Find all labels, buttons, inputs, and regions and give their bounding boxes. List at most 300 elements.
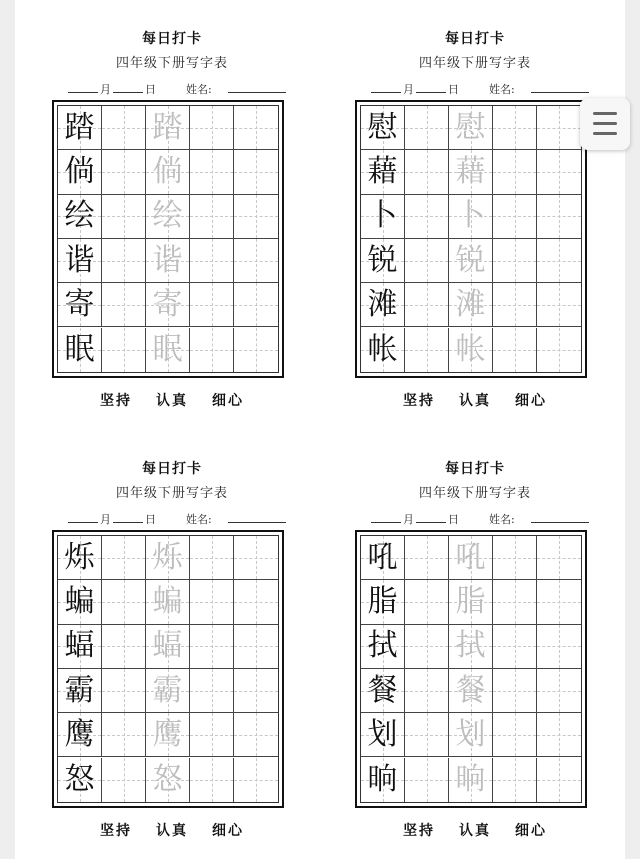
guide-line (405, 305, 448, 306)
writing-grid-frame (355, 100, 587, 378)
grid-cell[interactable] (449, 713, 493, 757)
grid-cell[interactable] (58, 536, 102, 580)
guide-line (234, 735, 278, 736)
hamburger-menu-icon (593, 122, 617, 125)
guide-line (102, 305, 145, 306)
date-name-line (355, 81, 595, 97)
footer-word: 认真 (459, 823, 491, 839)
month-blank[interactable] (68, 81, 98, 93)
card-title: 每日打卡 (445, 31, 505, 47)
grid-cell[interactable] (146, 536, 190, 580)
grid-cell[interactable] (361, 625, 405, 669)
day-label: 日 (145, 513, 156, 526)
month-label: 月 (100, 513, 111, 526)
model-character: 霸 (64, 672, 95, 708)
month-blank[interactable] (371, 511, 401, 523)
card-subtitle: 四年级下册写字表 (418, 486, 531, 501)
month-label: 月 (403, 513, 414, 526)
grid-cell[interactable] (449, 328, 493, 372)
guide-line (405, 646, 448, 647)
grid-cell[interactable] (234, 239, 278, 283)
footer-word: 坚持 (100, 823, 132, 839)
grid-cell[interactable] (58, 669, 102, 713)
grid-cell[interactable] (190, 713, 234, 757)
grid-cell[interactable] (493, 195, 537, 239)
guide-line (537, 350, 581, 351)
grid-cell[interactable] (234, 328, 278, 372)
grid-cell[interactable] (449, 758, 493, 802)
day-blank[interactable] (113, 81, 143, 93)
grid-cell[interactable] (537, 150, 581, 194)
guide-line (493, 261, 536, 262)
writing-grid-frame (52, 100, 284, 378)
card-footer (355, 390, 595, 410)
grid-cell[interactable] (190, 283, 234, 327)
guide-line (537, 305, 581, 306)
guide-line (234, 780, 278, 781)
grid-cell[interactable] (493, 669, 537, 713)
model-character: 鹰 (64, 716, 95, 752)
footer-word: 坚持 (100, 393, 132, 409)
month-blank[interactable] (68, 511, 98, 523)
grid-cell[interactable] (146, 239, 190, 283)
grid-cell[interactable] (102, 150, 146, 194)
guide-line (493, 216, 536, 217)
writing-grid (57, 105, 279, 373)
model-character: 划 (367, 716, 398, 752)
grid-cell[interactable] (449, 106, 493, 150)
day-label: 日 (448, 83, 459, 96)
name-blank[interactable] (228, 511, 286, 523)
grid-cell[interactable] (361, 239, 405, 283)
grid-cell[interactable] (449, 669, 493, 713)
name-blank[interactable] (531, 511, 589, 523)
guide-line (493, 691, 536, 692)
grid-cell[interactable] (405, 239, 449, 283)
grid-cell[interactable] (537, 283, 581, 327)
practice-card (355, 28, 595, 428)
grid-cell[interactable] (234, 536, 278, 580)
name-label: 姓名: (489, 83, 515, 96)
guide-line (493, 602, 536, 603)
trace-character: 晌 (455, 761, 486, 797)
writing-grid (360, 105, 582, 373)
grid-cell[interactable] (58, 195, 102, 239)
grid-cell[interactable] (58, 328, 102, 372)
guide-line (234, 558, 278, 559)
grid-cell[interactable] (190, 195, 234, 239)
guide-line (234, 646, 278, 647)
trace-character: 藉 (455, 153, 486, 189)
trace-character: 锐 (455, 242, 486, 278)
date-name-line (52, 511, 292, 527)
grid-cell[interactable] (190, 669, 234, 713)
model-character: 脂 (367, 583, 398, 619)
trace-character: 寄 (152, 286, 183, 322)
guide-line (537, 780, 581, 781)
writing-grid (360, 535, 582, 803)
grid-cell[interactable] (361, 195, 405, 239)
guide-line (537, 128, 581, 129)
month-blank[interactable] (371, 81, 401, 93)
guide-line (537, 602, 581, 603)
trace-character: 帐 (455, 331, 486, 367)
grid-cell[interactable] (190, 106, 234, 150)
grid-cell[interactable] (405, 150, 449, 194)
day-label: 日 (448, 513, 459, 526)
grid-cell[interactable] (537, 669, 581, 713)
grid-cell[interactable] (493, 758, 537, 802)
grid-cell[interactable] (405, 713, 449, 757)
model-character: 卜 (367, 198, 398, 234)
date-name-line (355, 511, 595, 527)
guide-line (493, 128, 536, 129)
guide-line (493, 558, 536, 559)
writing-grid-frame (355, 530, 587, 808)
guide-line (190, 602, 233, 603)
date-name-line (52, 81, 292, 97)
grid-cell[interactable] (537, 239, 581, 283)
hamburger-menu-icon (593, 112, 617, 115)
guide-line (537, 646, 581, 647)
trace-character: 烁 (152, 539, 183, 575)
footer-word: 细心 (515, 393, 547, 409)
grid-cell[interactable] (102, 669, 146, 713)
guide-line (405, 735, 448, 736)
grid-cell[interactable] (190, 328, 234, 372)
grid-cell[interactable] (146, 283, 190, 327)
guide-line (537, 735, 581, 736)
trace-character: 蝙 (152, 583, 183, 619)
grid-cell[interactable] (102, 195, 146, 239)
grid-cell[interactable] (405, 625, 449, 669)
grid-cell[interactable] (449, 625, 493, 669)
grid-cell[interactable] (361, 580, 405, 624)
grid-cell[interactable] (537, 195, 581, 239)
card-footer (355, 820, 595, 840)
model-character: 蝙 (64, 583, 95, 619)
grid-cell[interactable] (58, 625, 102, 669)
grid-cell[interactable] (361, 283, 405, 327)
guide-line (493, 305, 536, 306)
trace-character: 鹰 (152, 716, 183, 752)
grid-cell[interactable] (449, 239, 493, 283)
card-subtitle: 四年级下册写字表 (115, 56, 228, 71)
grid-cell[interactable] (493, 536, 537, 580)
grid-cell[interactable] (102, 536, 146, 580)
model-character: 藉 (367, 153, 398, 189)
card-title: 每日打卡 (142, 461, 202, 477)
guide-line (234, 305, 278, 306)
guide-line (190, 350, 233, 351)
guide-line (190, 216, 233, 217)
day-blank[interactable] (416, 81, 446, 93)
model-character: 滩 (367, 286, 398, 322)
grid-cell[interactable] (405, 106, 449, 150)
grid-cell[interactable] (190, 758, 234, 802)
model-character: 倘 (64, 153, 95, 189)
grid-cell[interactable] (190, 536, 234, 580)
guide-line (234, 691, 278, 692)
guide-line (190, 128, 233, 129)
grid-cell[interactable] (537, 328, 581, 372)
model-character: 烁 (64, 539, 95, 575)
guide-line (190, 691, 233, 692)
grid-cell[interactable] (58, 580, 102, 624)
guide-line (405, 172, 448, 173)
guide-line (405, 128, 448, 129)
card-subtitle: 四年级下册写字表 (418, 56, 531, 71)
guide-line (537, 558, 581, 559)
grid-cell[interactable] (493, 625, 537, 669)
guide-line (234, 261, 278, 262)
guide-line (102, 780, 145, 781)
model-character: 锐 (367, 242, 398, 278)
grid-cell[interactable] (146, 106, 190, 150)
trace-character: 滩 (455, 286, 486, 322)
guide-line (190, 780, 233, 781)
grid-cell[interactable] (102, 580, 146, 624)
name-label: 姓名: (489, 513, 515, 526)
grid-cell[interactable] (102, 758, 146, 802)
guide-line (190, 646, 233, 647)
grid-cell[interactable] (405, 328, 449, 372)
footer-word: 认真 (156, 393, 188, 409)
grid-cell[interactable] (146, 195, 190, 239)
card-footer (52, 820, 292, 840)
guide-line (493, 172, 536, 173)
footer-word: 认真 (459, 393, 491, 409)
model-character: 晌 (367, 761, 398, 797)
grid-cell[interactable] (146, 328, 190, 372)
trace-character: 谐 (152, 242, 183, 278)
grid-cell[interactable] (146, 580, 190, 624)
grid-cell[interactable] (493, 150, 537, 194)
name-label: 姓名: (186, 513, 212, 526)
grid-cell[interactable] (102, 328, 146, 372)
month-label: 月 (100, 83, 111, 96)
grid-cell[interactable] (449, 536, 493, 580)
grid-cell[interactable] (102, 106, 146, 150)
trace-character: 眠 (152, 331, 183, 367)
trace-character: 蝠 (152, 628, 183, 664)
guide-line (102, 350, 145, 351)
guide-line (405, 261, 448, 262)
grid-cell[interactable] (537, 625, 581, 669)
guide-line (405, 558, 448, 559)
grid-cell[interactable] (361, 106, 405, 150)
model-character: 帐 (367, 331, 398, 367)
guide-line (190, 735, 233, 736)
guide-line (102, 602, 145, 603)
guide-line (493, 350, 536, 351)
grid-cell[interactable] (102, 239, 146, 283)
grid-cell[interactable] (190, 239, 234, 283)
grid-cell[interactable] (449, 150, 493, 194)
guide-line (102, 216, 145, 217)
grid-cell[interactable] (234, 758, 278, 802)
trace-character: 拭 (455, 628, 486, 664)
day-blank[interactable] (113, 511, 143, 523)
grid-cell[interactable] (234, 106, 278, 150)
day-blank[interactable] (416, 511, 446, 523)
model-character: 蝠 (64, 628, 95, 664)
guide-line (405, 350, 448, 351)
guide-line (102, 261, 145, 262)
grid-cell[interactable] (405, 758, 449, 802)
guide-line (493, 780, 536, 781)
grid-cell[interactable] (537, 106, 581, 150)
footer-word: 坚持 (403, 823, 435, 839)
footer-word: 坚持 (403, 393, 435, 409)
grid-cell[interactable] (537, 580, 581, 624)
grid-cell[interactable] (361, 150, 405, 194)
guide-line (234, 602, 278, 603)
model-character: 怒 (64, 761, 95, 797)
grid-cell[interactable] (190, 625, 234, 669)
guide-line (405, 602, 448, 603)
guide-line (190, 558, 233, 559)
guide-line (102, 172, 145, 173)
grid-cell[interactable] (537, 758, 581, 802)
practice-card (52, 28, 292, 428)
grid-cell[interactable] (234, 580, 278, 624)
model-character: 餐 (367, 672, 398, 708)
footer-word: 细心 (212, 393, 244, 409)
guide-line (493, 735, 536, 736)
guide-line (102, 128, 145, 129)
grid-cell[interactable] (493, 328, 537, 372)
card-footer (52, 390, 292, 410)
practice-card (355, 458, 595, 858)
guide-line (102, 558, 145, 559)
grid-cell[interactable] (537, 713, 581, 757)
grid-cell[interactable] (234, 150, 278, 194)
grid-cell[interactable] (361, 328, 405, 372)
guide-line (537, 691, 581, 692)
grid-cell[interactable] (102, 283, 146, 327)
guide-line (102, 691, 145, 692)
grid-cell[interactable] (58, 150, 102, 194)
trace-character: 怒 (152, 761, 183, 797)
trace-character: 吼 (455, 539, 486, 575)
grid-cell[interactable] (234, 713, 278, 757)
writing-grid-frame (52, 530, 284, 808)
grid-cell[interactable] (102, 713, 146, 757)
grid-cell[interactable] (405, 536, 449, 580)
grid-cell[interactable] (190, 150, 234, 194)
grid-cell[interactable] (493, 713, 537, 757)
guide-line (234, 216, 278, 217)
guide-line (234, 128, 278, 129)
grid-cell[interactable] (537, 536, 581, 580)
grid-cell[interactable] (58, 758, 102, 802)
grid-cell[interactable] (146, 669, 190, 713)
grid-cell[interactable] (58, 239, 102, 283)
grid-cell[interactable] (493, 239, 537, 283)
grid-cell[interactable] (146, 625, 190, 669)
model-character: 寄 (64, 286, 95, 322)
name-blank[interactable] (228, 81, 286, 93)
guide-line (102, 735, 145, 736)
grid-cell[interactable] (58, 283, 102, 327)
footer-word: 细心 (212, 823, 244, 839)
model-character: 绘 (64, 198, 95, 234)
writing-grid (57, 535, 279, 803)
grid-cell[interactable] (234, 283, 278, 327)
menu-button[interactable] (580, 98, 630, 150)
model-character: 谐 (64, 242, 95, 278)
card-subtitle: 四年级下册写字表 (115, 486, 228, 501)
card-title: 每日打卡 (445, 461, 505, 477)
model-character: 慰 (367, 109, 398, 145)
guide-line (190, 261, 233, 262)
footer-word: 认真 (156, 823, 188, 839)
grid-cell[interactable] (449, 195, 493, 239)
guide-line (190, 305, 233, 306)
guide-line (190, 172, 233, 173)
trace-character: 慰 (455, 109, 486, 145)
grid-cell[interactable] (234, 669, 278, 713)
grid-cell[interactable] (58, 713, 102, 757)
month-label: 月 (403, 83, 414, 96)
grid-cell[interactable] (146, 713, 190, 757)
grid-cell[interactable] (234, 625, 278, 669)
guide-line (234, 350, 278, 351)
practice-card (52, 458, 292, 858)
guide-line (493, 646, 536, 647)
grid-cell[interactable] (405, 283, 449, 327)
trace-character: 餐 (455, 672, 486, 708)
grid-cell[interactable] (405, 669, 449, 713)
grid-cell[interactable] (405, 195, 449, 239)
model-character: 踏 (64, 109, 95, 145)
guide-line (405, 691, 448, 692)
grid-cell[interactable] (234, 195, 278, 239)
grid-cell[interactable] (361, 758, 405, 802)
grid-cell[interactable] (493, 283, 537, 327)
grid-cell[interactable] (449, 580, 493, 624)
guide-line (405, 216, 448, 217)
day-label: 日 (145, 83, 156, 96)
grid-cell[interactable] (361, 713, 405, 757)
footer-word: 细心 (515, 823, 547, 839)
guide-line (234, 172, 278, 173)
name-label: 姓名: (186, 83, 212, 96)
grid-cell[interactable] (361, 536, 405, 580)
trace-character: 倘 (152, 153, 183, 189)
grid-cell[interactable] (449, 283, 493, 327)
hamburger-menu-icon (593, 132, 617, 135)
grid-cell[interactable] (146, 758, 190, 802)
grid-cell[interactable] (405, 580, 449, 624)
guide-line (405, 780, 448, 781)
grid-cell[interactable] (102, 625, 146, 669)
trace-character: 划 (455, 716, 486, 752)
guide-line (537, 172, 581, 173)
grid-cell[interactable] (58, 106, 102, 150)
grid-cell[interactable] (190, 580, 234, 624)
grid-cell[interactable] (493, 580, 537, 624)
name-blank[interactable] (531, 81, 589, 93)
grid-cell[interactable] (146, 150, 190, 194)
trace-character: 霸 (152, 672, 183, 708)
trace-character: 踏 (152, 109, 183, 145)
trace-character: 绘 (152, 198, 183, 234)
grid-cell[interactable] (493, 106, 537, 150)
grid-cell[interactable] (361, 669, 405, 713)
model-character: 吼 (367, 539, 398, 575)
